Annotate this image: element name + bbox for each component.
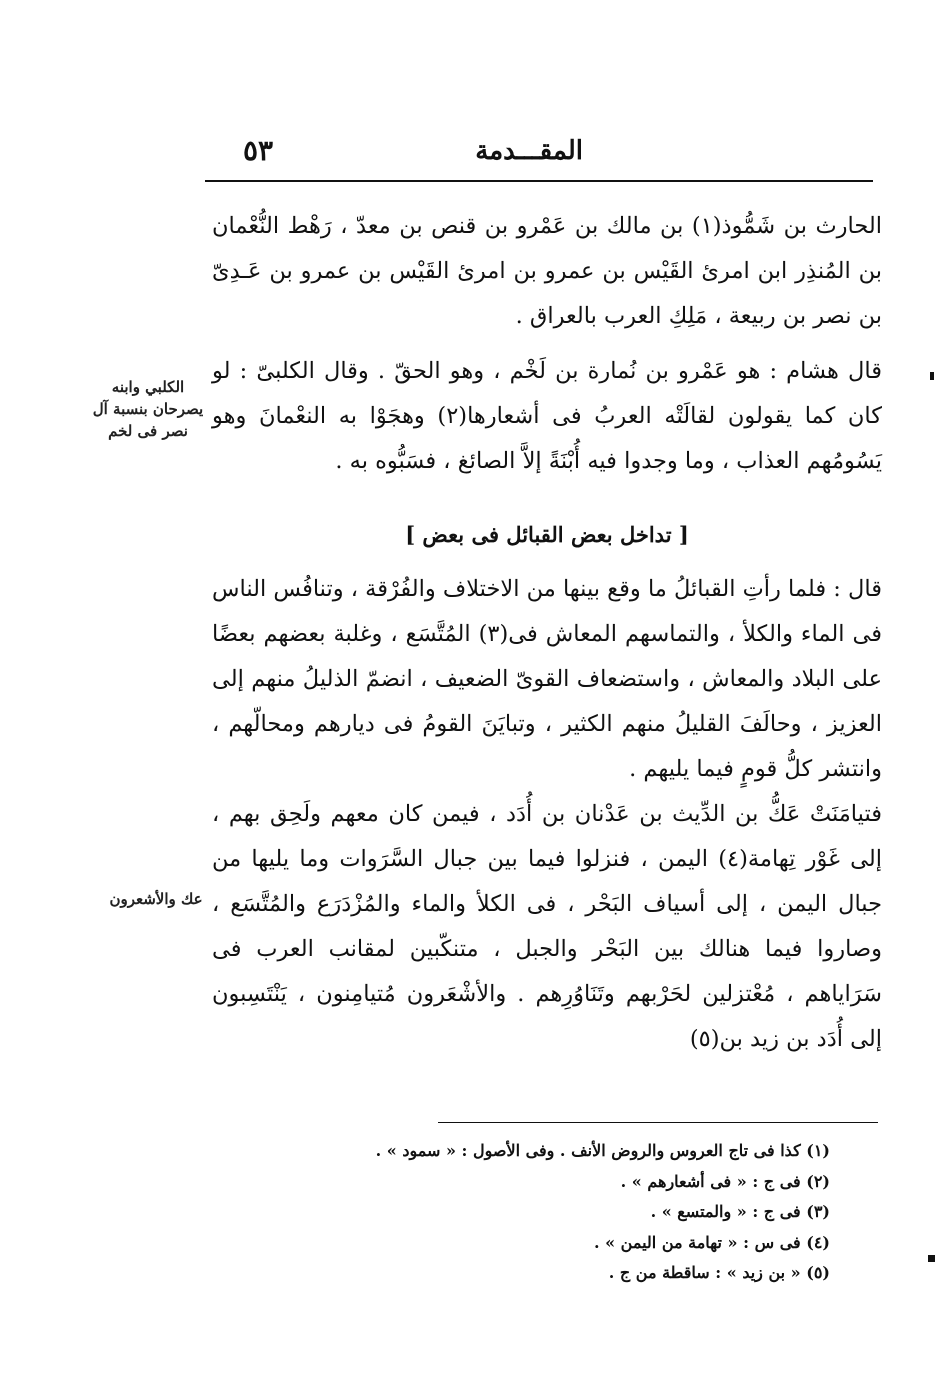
- paragraph-2: قال هشام : هو عَمْرو بن نُمارة بن لَخْم ، وهو الحقّ . وقال الكلبىّ : لو كان كما يقولون لقالَتْه العربُ فى أشعارها(٢) وهجَوْا به النعْمانَ وهو يَسُومُهم العذاب ، وما وجدوا فيه أُبْنَةً إلاَّ الصائغ ، فسَبُّوه به .: [212, 358, 882, 474]
- paragraph-1: الحارث بن شَمُّوذ(١) بن مالك بن عَمْرو بن قنص بن معدّ ، رَهْط النُّعْمان بن المُنذِر ابن امرئ القَيْس بن عمرو بن امرئ القَيْس بن عمرو بن عَـدِىّ بن نصر بن ربيعة ، مَلِكِ العرب بالعراق .: [212, 213, 883, 329]
- footnote-3: (٣) فى ج : « والمتسع » .: [650, 1202, 830, 1221]
- running-title: المقـــدمة: [475, 136, 583, 166]
- main-text: [212, 204, 882, 1062]
- footnote-divider: [438, 1122, 878, 1123]
- margin-note-kalbi: الكلبي وابنه يصرحان بنسبة آل نصر فى لخم: [92, 378, 204, 440]
- paragraph-4: فتيامَنَتْ عَكُّ بن الدِّيث بن عَدْنان بن أُدَد ، فيمن كان معهم ولَحِق بهم ، إلى غَوْر تِهامة(٤) اليمن ، فنزلوا فيما بين جبال السَّرَوات وما يليها من جبال اليمن ، إلى أسياف البَحْر ، فى الكلأ والماء والمُزْدَرَع والمُتَّسَع ، وصاروا فيما هنالك بين البَحْر والجبل ، متنكّبين لمقانب العرب فى سَرَاياهم ، مُعْتزلين لحَرْبهم وتَنَاوُرِهم . والأشْعَرون مُتيامِنون ، يَنْتَسِبون إلى أُدَد بن زيد بن(٥): [212, 801, 882, 1052]
- page-header: [205, 128, 873, 182]
- footnote-4: (٤) فى س : « تهامة من اليمن » .: [593, 1232, 830, 1252]
- footnote-2: (٢) فى ج : « فى أشعارهم » .: [620, 1171, 830, 1191]
- footnote-1: (١) كذا فى تاج العروس والروض الأنف . وفى الأصول : « سمود » .: [375, 1141, 830, 1160]
- footnotes: [210, 1136, 830, 1289]
- scan-edge-mark: [928, 1255, 935, 1262]
- paragraph-3: قال : فلما رأتِ القبائلُ ما وقع بينها من الاختلاف والفُرْقة ، وتنافُس الناس فى الماء والكلأ ، والتماسهم المعاش فى(٣) المُتَّسَع ، وغلبة بعضهم بعضًا على البلاد والمعاش ، واستضعاف القوىّ الضعيف ، انضمّ الذليلُ منهم إلى العزيز ، وحالَفَ القليلُ منهم الكثير ، وتبايَنَ القومُ فى ديارهم ومحالّهم ، وانتشر كلُّ قومٍ فيما يليهم .: [212, 576, 882, 782]
- page-number: ٥٣: [243, 134, 274, 167]
- scan-edge-mark: [930, 372, 934, 380]
- margin-note-akk: عك والأشعرون: [109, 890, 203, 908]
- section-heading: [ تداخل بعض القبائل فى بعض ]: [405, 522, 689, 547]
- footnote-5: (٥) « بن زيد » : ساقطة من ج .: [608, 1263, 830, 1282]
